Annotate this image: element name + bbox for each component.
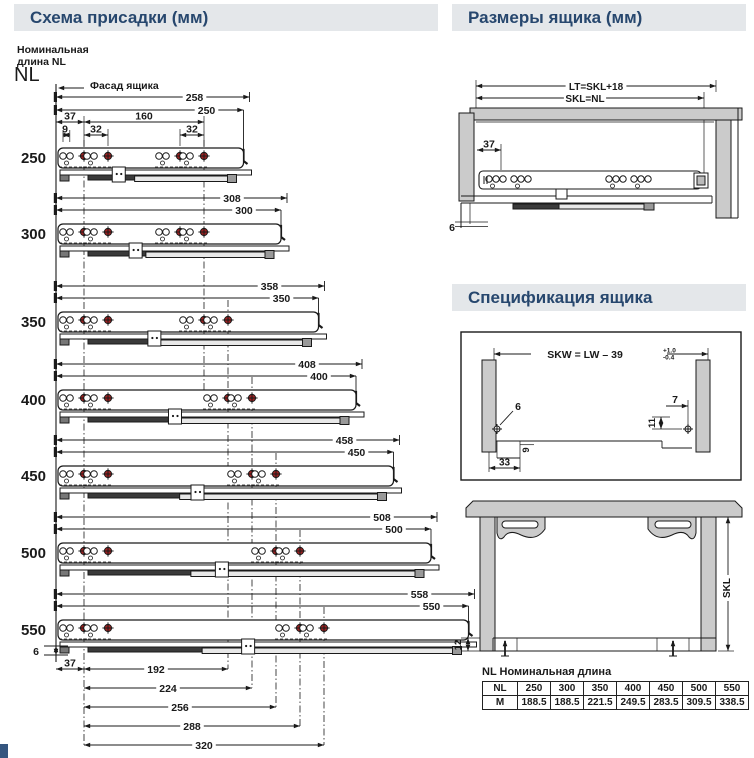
drilling-scheme (21, 84, 477, 752)
dimension-label: 450 (347, 446, 366, 459)
slide-row-350 (21, 281, 327, 347)
nl-row-label: 550 (20, 622, 46, 639)
dimension-label: 408 (298, 358, 316, 371)
table-cell: 400 (617, 682, 650, 696)
bottom-dim-label: 6 (449, 222, 455, 234)
table-cell: 300 (551, 682, 584, 696)
nl-row-label: 250 (20, 150, 46, 167)
rear-side-label: 11 (647, 417, 658, 429)
dimension-label: 37 (64, 110, 76, 123)
dimension-label: 400 (310, 370, 328, 383)
slide-row-300 (21, 193, 289, 259)
dimension-label: 224 (159, 682, 177, 695)
nl-row-label: 450 (20, 468, 46, 485)
table-cell: 250 (518, 682, 551, 696)
dimension-label: 250 (197, 104, 216, 117)
drawer-dims-drawing (449, 80, 742, 234)
dimension-label: 508 (373, 511, 391, 524)
dimension-label: 160 (135, 110, 153, 123)
table-cell: 221.5 (584, 696, 617, 710)
table-row (483, 696, 749, 710)
dimension-label: 458 (335, 434, 354, 447)
slide-row-450 (21, 435, 402, 501)
drawer-spec-title: Спецификация ящика (452, 284, 746, 311)
skl-dim-label: SKL (722, 578, 733, 598)
spec-front-view (453, 501, 742, 656)
nl-row-label: 300 (20, 226, 46, 243)
dimension-label: 32 (186, 123, 198, 136)
nominal-length-line2: длина NL (17, 56, 66, 68)
dimension-label: 33 (498, 457, 511, 469)
slide-row-400 (21, 359, 364, 425)
skw-tolerance-plus: +1.0 (663, 347, 676, 355)
table-row-header: NL (483, 682, 518, 696)
table-cell: 338.5 (716, 696, 749, 710)
skw-formula-label: SKW = LW – 39 (547, 349, 623, 361)
dimension-label: 288 (183, 720, 201, 733)
dimension-label: 37 (483, 138, 495, 151)
edge-dim-label: 6 (33, 646, 39, 658)
dimension-label: 500 (385, 523, 403, 536)
table-cell: 350 (584, 682, 617, 696)
dimension-label: 6 (515, 401, 521, 413)
drawer-facade-label: Фасад ящика (90, 80, 159, 92)
dimension-label: 9 (62, 123, 68, 136)
skw-tolerance-minus: -0.4 (663, 354, 675, 362)
table-cell: 249.5 (617, 696, 650, 710)
nl-row-label: 350 (20, 314, 46, 331)
nl-row-label: 500 (20, 545, 46, 562)
nl-axis-label: NL (14, 64, 40, 86)
dimension-label: 7 (672, 394, 678, 406)
table-cell: 309.5 (683, 696, 716, 710)
dimension-label: 256 (171, 701, 189, 714)
table-cell: 550 (716, 682, 749, 696)
dimension-label: 308 (223, 192, 241, 205)
dimension-label: 358 (260, 280, 279, 293)
bottom-gap-label: 12 (453, 639, 464, 651)
dimension-label: 37 (64, 657, 76, 670)
bottom-inset-label: 9 (521, 447, 532, 453)
table-caption: NL Номинальная длина (482, 666, 612, 678)
dimension-label: SKL=NL (565, 93, 605, 105)
dimension-label: 550 (422, 600, 441, 613)
drilling-scheme-title: Схема присадки (мм) (14, 4, 438, 31)
table-cell: 283.5 (650, 696, 683, 710)
dimension-label: LT=SKL+18 (568, 81, 624, 93)
table-row-header: М (483, 696, 518, 710)
nominal-length-line1: Номинальная (17, 44, 89, 56)
slide-row-550 (21, 589, 477, 655)
spec-top-view (461, 332, 741, 480)
page-corner-mark (0, 744, 8, 758)
dimension-label: 350 (272, 292, 291, 305)
nl-m-table (482, 681, 749, 710)
dimension-label: 558 (410, 588, 429, 601)
dimension-label: 192 (147, 663, 165, 676)
dimension-label: 320 (195, 739, 213, 752)
drawer-dimensions-title: Размеры ящика (мм) (452, 4, 746, 31)
nl-row-label: 400 (20, 392, 46, 409)
dimension-label: 32 (90, 123, 102, 136)
table-cell: 450 (650, 682, 683, 696)
table-cell: 500 (683, 682, 716, 696)
dimension-label: 258 (185, 91, 204, 104)
table-cell: 188.5 (551, 696, 584, 710)
table-cell: 188.5 (518, 696, 551, 710)
table-row (483, 682, 749, 696)
dimension-label: 300 (235, 204, 253, 217)
